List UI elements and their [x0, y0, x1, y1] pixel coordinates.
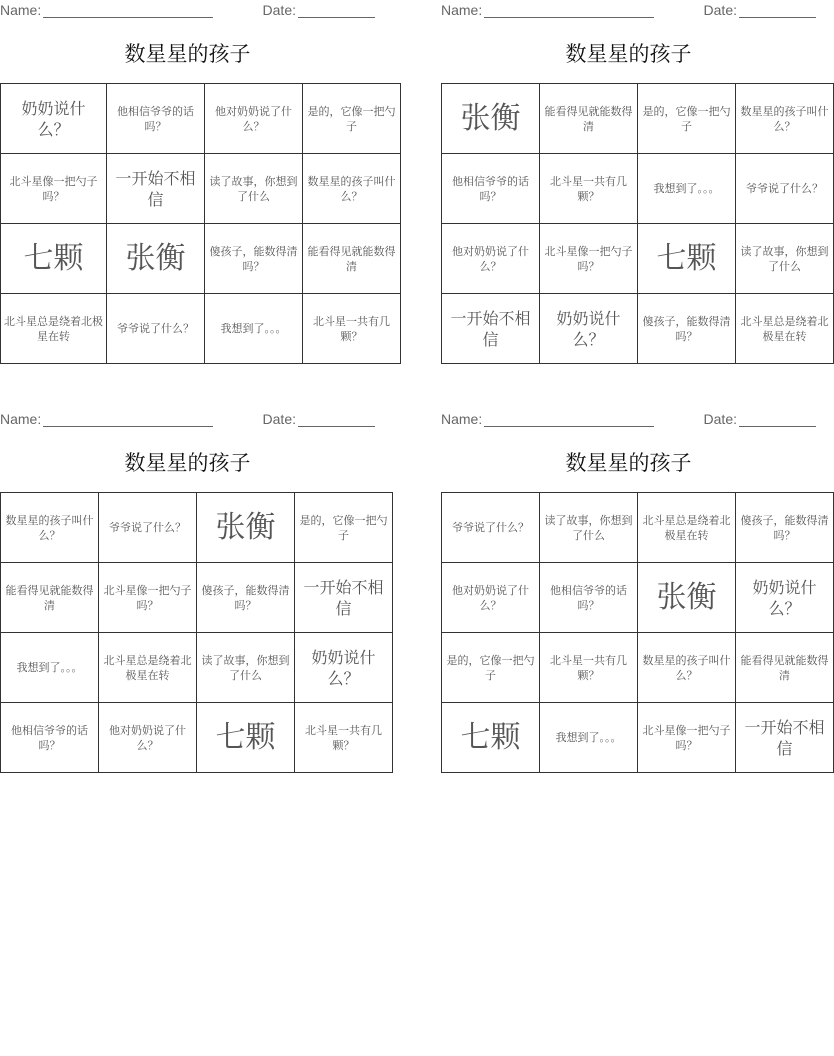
date-label: Date: — [262, 411, 296, 427]
bingo-cell: 一开始不相信 — [442, 294, 540, 364]
bingo-card-1 — [0, 0, 396, 365]
bingo-cell: 北斗星一共有几颗？ — [295, 703, 393, 773]
grid-row — [442, 224, 834, 294]
grid-row — [442, 563, 834, 633]
bingo-cell: 是的，它像一把勺子 — [303, 84, 401, 154]
bingo-cell: 奶奶说什么？ — [1, 84, 107, 154]
grid-row — [1, 84, 401, 154]
bingo-cell: 北斗星总是绕着北极星在转 — [1, 294, 107, 364]
name-line — [484, 3, 654, 18]
header-fields — [441, 0, 816, 20]
bingo-cell: 北斗星一共有几颗？ — [540, 633, 638, 703]
date-field[interactable] — [263, 411, 375, 427]
bingo-cell: 张衡 — [638, 563, 736, 633]
bingo-cell: 七颗 — [442, 703, 540, 773]
bingo-cell: 北斗星总是绕着北极星在转 — [99, 633, 197, 703]
bingo-cell: 我想到了。。。 — [205, 294, 303, 364]
bingo-cell: 张衡 — [442, 84, 540, 154]
bingo-cell: 北斗星像一把勺子吗？ — [638, 703, 736, 773]
bingo-cell: 北斗星一共有几颗？ — [303, 294, 401, 364]
grid-row — [442, 703, 834, 773]
bingo-cell: 北斗星总是绕着北极星在转 — [736, 294, 834, 364]
bingo-cell: 是的，它像一把勺子 — [638, 84, 736, 154]
header-fields — [441, 409, 816, 429]
bingo-cell: 北斗星像一把勺子吗？ — [540, 224, 638, 294]
bingo-cell: 数星星的孩子叫什么？ — [303, 154, 401, 224]
bingo-cell: 数星星的孩子叫什么？ — [736, 84, 834, 154]
bingo-cell: 七颗 — [1, 224, 107, 294]
card-title: 数星星的孩子 — [565, 451, 692, 475]
bingo-cell: 他对奶奶说了什么？ — [99, 703, 197, 773]
bingo-cell: 我想到了。。。 — [1, 633, 99, 703]
name-field[interactable] — [441, 2, 654, 18]
bingo-card-3 — [0, 409, 388, 774]
date-field[interactable] — [704, 411, 816, 427]
name-field[interactable] — [441, 411, 654, 427]
date-line — [739, 412, 816, 427]
bingo-cell: 是的，它像一把勺子 — [295, 493, 393, 563]
bingo-cell: 他相信爷爷的话吗？ — [107, 84, 205, 154]
name-line — [43, 412, 213, 427]
bingo-grid — [441, 83, 834, 364]
bingo-cell: 能看得见就能数得清 — [540, 84, 638, 154]
bingo-cell: 他相信爷爷的话吗？ — [1, 703, 99, 773]
bingo-cell: 北斗星总是绕着北极星在转 — [638, 493, 736, 563]
grid-row — [1, 493, 393, 563]
date-field[interactable] — [263, 2, 375, 18]
grid-row — [1, 224, 401, 294]
bingo-cell: 奶奶说什么？ — [736, 563, 834, 633]
grid-row — [442, 493, 834, 563]
card-title: 数星星的孩子 — [565, 42, 692, 66]
bingo-cell: 他对奶奶说了什么？ — [442, 224, 540, 294]
bingo-cell: 傻孩子，能数得清吗？ — [205, 224, 303, 294]
bingo-cell: 数星星的孩子叫什么？ — [638, 633, 736, 703]
date-label: Date: — [262, 2, 296, 18]
grid-row — [442, 154, 834, 224]
bingo-cell: 他相信爷爷的话吗？ — [442, 154, 540, 224]
name-label: Name: — [441, 411, 483, 427]
bingo-grid — [0, 83, 401, 364]
bingo-cell: 能看得见就能数得清 — [303, 224, 401, 294]
bingo-cell: 爷爷说了什么？ — [736, 154, 834, 224]
bingo-cell: 张衡 — [107, 224, 205, 294]
bingo-cell: 北斗星像一把勺子吗？ — [1, 154, 107, 224]
bingo-cell: 读了故事，你想到了什么 — [540, 493, 638, 563]
bingo-cell: 能看得见就能数得清 — [736, 633, 834, 703]
grid-row — [442, 294, 834, 364]
name-line — [43, 3, 213, 18]
grid-row — [1, 154, 401, 224]
date-line — [739, 3, 816, 18]
bingo-cell: 能看得见就能数得清 — [1, 563, 99, 633]
date-field[interactable] — [704, 2, 816, 18]
bingo-cell: 他对奶奶说了什么？ — [205, 84, 303, 154]
bingo-cell: 一开始不相信 — [107, 154, 205, 224]
name-label: Name: — [0, 411, 42, 427]
grid-row — [442, 84, 834, 154]
grid-row — [1, 294, 401, 364]
card-title: 数星星的孩子 — [124, 451, 251, 475]
bingo-cell: 北斗星一共有几颗？ — [540, 154, 638, 224]
grid-row — [1, 703, 393, 773]
bingo-cell: 爷爷说了什么？ — [442, 493, 540, 563]
name-label: Name: — [0, 2, 42, 18]
bingo-cell: 我想到了。。。 — [638, 154, 736, 224]
name-field[interactable] — [0, 2, 213, 18]
bingo-grid — [441, 492, 834, 773]
bingo-cell: 是的，它像一把勺子 — [442, 633, 540, 703]
bingo-cell: 他相信爷爷的话吗？ — [540, 563, 638, 633]
bingo-cell: 一开始不相信 — [736, 703, 834, 773]
date-line — [298, 412, 375, 427]
bingo-card-2 — [441, 0, 829, 365]
bingo-cell: 七颗 — [638, 224, 736, 294]
date-label: Date: — [703, 411, 737, 427]
grid-row — [1, 633, 393, 703]
bingo-cell: 傻孩子，能数得清吗？ — [736, 493, 834, 563]
bingo-cell: 七颗 — [197, 703, 295, 773]
bingo-cell: 读了故事，你想到了什么 — [197, 633, 295, 703]
bingo-cell: 奶奶说什么？ — [295, 633, 393, 703]
bingo-cell: 爷爷说了什么？ — [107, 294, 205, 364]
header-fields — [0, 409, 375, 429]
header-fields — [0, 0, 375, 20]
bingo-grid — [0, 492, 393, 773]
bingo-cell: 张衡 — [197, 493, 295, 563]
date-label: Date: — [703, 2, 737, 18]
date-line — [298, 3, 375, 18]
bingo-cell: 爷爷说了什么？ — [99, 493, 197, 563]
bingo-cell: 我想到了。。。 — [540, 703, 638, 773]
bingo-cell: 傻孩子，能数得清吗？ — [197, 563, 295, 633]
bingo-cell: 读了故事，你想到了什么 — [736, 224, 834, 294]
grid-row — [442, 633, 834, 703]
bingo-cell: 傻孩子，能数得清吗？ — [638, 294, 736, 364]
bingo-cell: 北斗星像一把勺子吗？ — [99, 563, 197, 633]
name-label: Name: — [441, 2, 483, 18]
bingo-cell: 一开始不相信 — [295, 563, 393, 633]
grid-row — [1, 563, 393, 633]
bingo-cell: 奶奶说什么？ — [540, 294, 638, 364]
card-title: 数星星的孩子 — [124, 42, 251, 66]
name-field[interactable] — [0, 411, 213, 427]
bingo-cell: 读了故事，你想到了什么 — [205, 154, 303, 224]
bingo-cell: 数星星的孩子叫什么？ — [1, 493, 99, 563]
bingo-cell: 他对奶奶说了什么？ — [442, 563, 540, 633]
name-line — [484, 412, 654, 427]
bingo-card-4 — [441, 409, 829, 774]
